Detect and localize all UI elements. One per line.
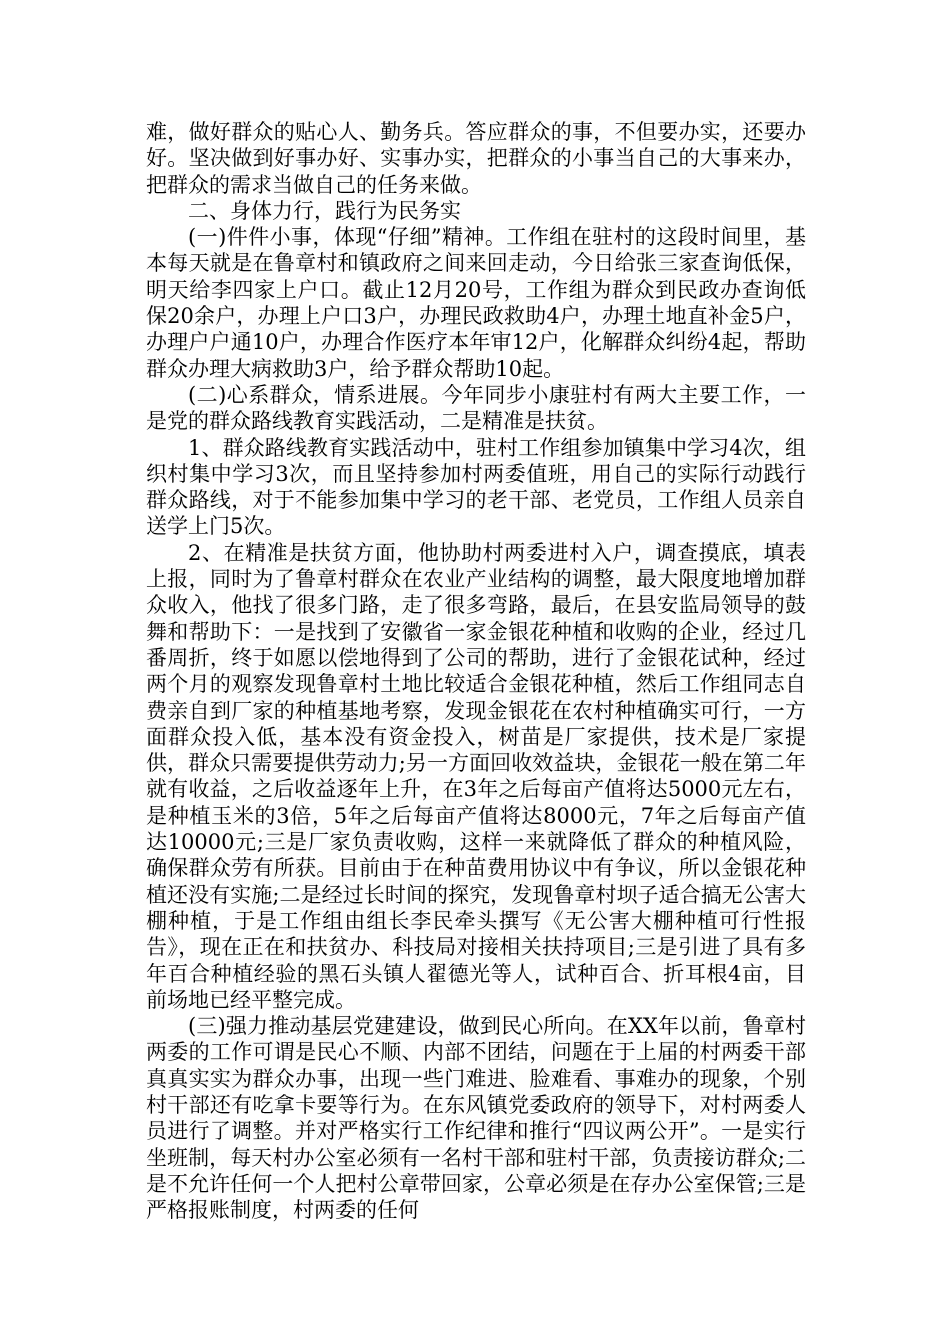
paragraph: 1、群众路线教育实践活动中，驻村工作组参加镇集中学习4次，组织村集中学习3次，而且坚持参加村两委值班，用自己的实际行动践行群众路线，对于不能参加集中学习的老干部、老党员，工作组人员亲自送学上门5次。 bbox=[146, 435, 806, 539]
section-heading: 二、身体力行，践行为民务实 bbox=[188, 198, 461, 223]
paragraph: (三)强力推动基层党建建设，做到民心所向。在XX年以前，鲁章村两委的工作可谓是民心不顺、内部不团结，问题在于上届的村两委干部真真实实为群众办事，出现一些门难进、脸难看、事难办的现象，个别村干部还有吃拿卡要等行为。在东风镇党委政府的领导下，对村两委人员进行了调整。并对严格实行工作纪律和推行“四议两公开”。一是实行坐班制，每天村办公室必须有一名村干部和驻村干部，负责接访群众;二是不允许任何一个人把村公章带回家，公章必须是在存办公室保管;三是严格报账制度，村两委的任何 bbox=[146, 1014, 806, 1223]
document-body bbox=[146, 119, 806, 1223]
paragraph: 2、在精准是扶贫方面，他协助村两委进村入户，调查摸底，填表上报，同时为了鲁章村群众在农业产业结构的调整，最大限度地增加群众收入，他找了很多门路，走了很多弯路，最后，在县安监局领导的鼓舞和帮助下：一是找到了安徽省一家金银花种植和收购的企业，经过几番周折，终于如愿以偿地得到了公司的帮助，进行了金银花试种，经过两个月的观察发现鲁章村土地比较适合金银花种植，然后工作组同志自费亲自到厂家的种植基地考察，发现金银花在农村种植确实可行，一方面群众投入低，基本没有资金投入，树苗是厂家提供，技术是厂家提供，群众只需要提供劳动力;另一方面回收效益块，金银花一般在第二年就有收益，之后收益逐年上升，在3年之后每亩产值将达5000元左右，是种植玉米的3倍，5年之后每亩产值将达8000元，7年之后每亩产值达10000元;三是厂家负责收购，这样一来就降低了群众的种植风险，确保群众劳有所获。目前由于在种苗费用协议中有争议，所以金银花种植还没有实施;二是经过长时间的探究，发现鲁章村坝子适合搞无公害大棚种植，于是工作组由组长李民牵头撰写《无公害大棚种植可行性报告》，现在正在和扶贫办、科技局对接相关扶持项目;三是引进了具有多年百合种植经验的黑石头镇人翟德光等人，试种百合、折耳根4亩，目前场地已经平整完成。 bbox=[146, 540, 806, 1012]
paragraph: (二)心系群众，情系进展。今年同步小康驻村有两大主要工作，一是党的群众路线教育实践活动，二是精准是扶贫。 bbox=[146, 382, 806, 434]
paragraph: (一)件件小事，体现“仔细”精神。工作组在驻村的这段时间里，基本每天就是在鲁章村和镇政府之间来回走动，今日给张三家查询低保，明天给李四家上户口。截止12月20号，工作组为群众到民政办查询低保20余户，办理上户口3户，办理民政救助4户，办理土地直补金5户，办理户户通10户，办理合作医疗本年审12户，化解群众纠纷4起，帮助群众办理大病救助3户，给予群众帮助10起。 bbox=[146, 225, 806, 381]
paragraph-continuation: 难，做好群众的贴心人、勤务兵。答应群众的事，不但要办实，还要办好。坚决做到好事办好、实事办实，把群众的小事当自己的大事来办，把群众的需求当做自己的任务来做。 bbox=[146, 120, 806, 197]
